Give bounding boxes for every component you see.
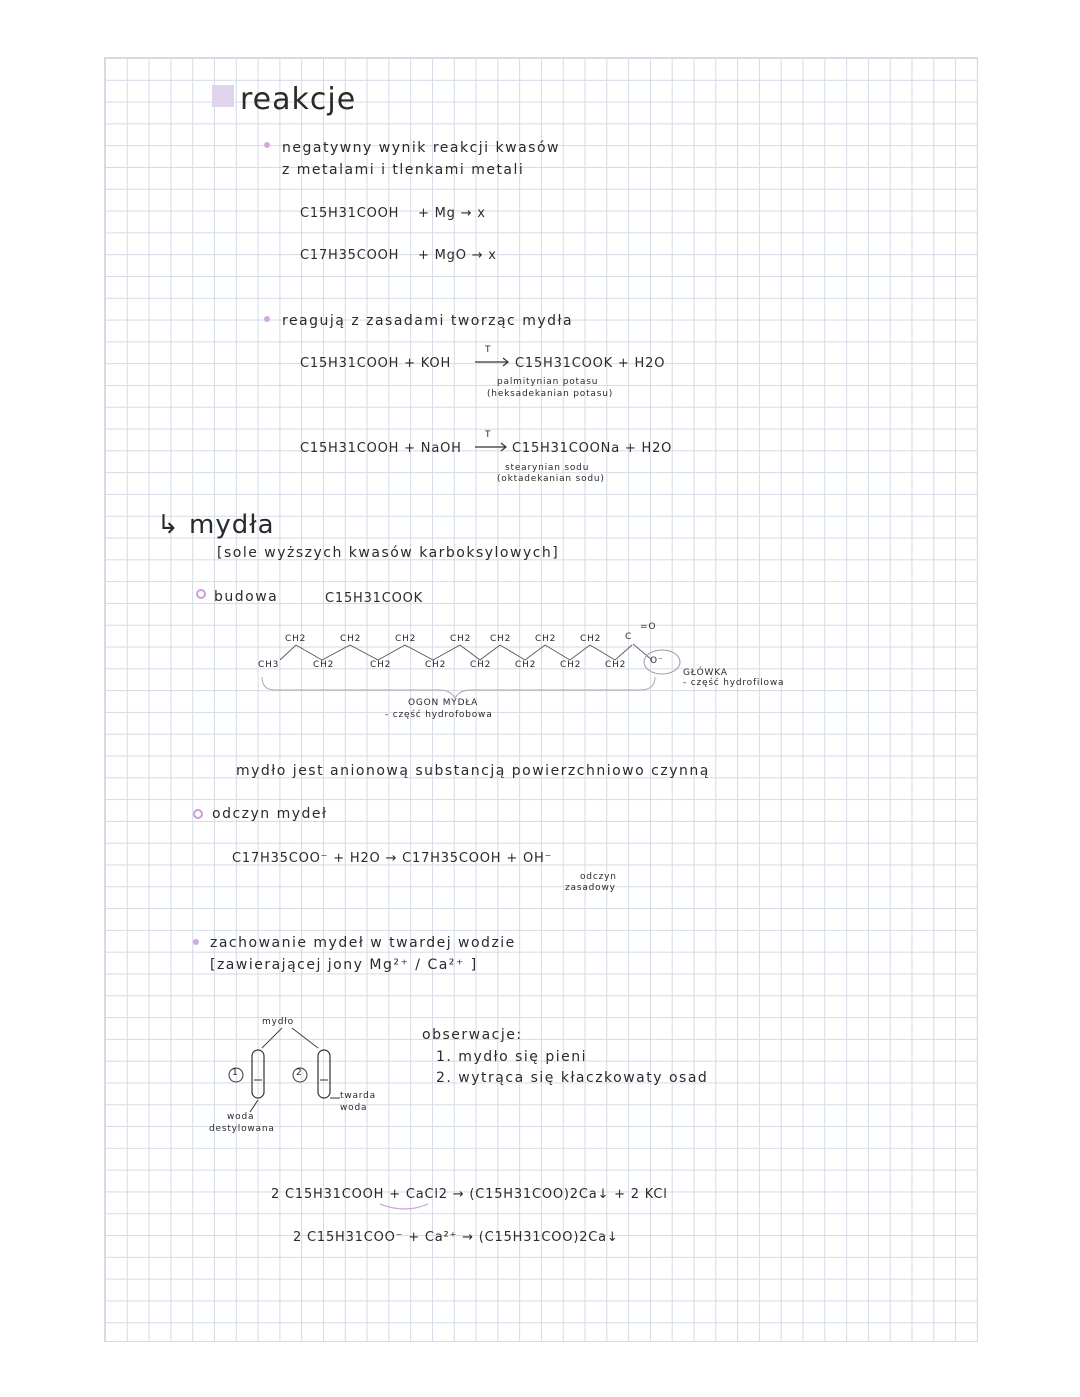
- carboxyl-c: C: [625, 632, 633, 642]
- carboxyl-single-bond: [633, 644, 652, 660]
- test-tube-2: [318, 1050, 330, 1098]
- tube-2-water-label: twarda: [340, 1091, 376, 1101]
- tube-1-water-label: woda: [227, 1112, 255, 1122]
- chain-top-4: CH2: [450, 634, 472, 644]
- chain-bottom-7: CH2: [560, 660, 582, 670]
- build-formula: C15H31COOK: [325, 591, 424, 606]
- hard-water-line2: [zawierającej jony Mg²⁺ / Ca²⁺ ]: [210, 957, 478, 973]
- soap-statement: mydło jest anionową substancją powierzchniowo czynną: [236, 763, 710, 779]
- tube-1-pointer: [250, 1100, 258, 1112]
- tube-1-water-label-2: destylowana: [209, 1124, 275, 1134]
- react-eq2-left: C15H31COOH + NaOH: [300, 441, 462, 456]
- tube-1-number: 1: [232, 1068, 239, 1078]
- tail-label: OGON MYDŁA: [408, 698, 479, 708]
- experiment-soap-label: mydło: [262, 1017, 294, 1027]
- soap-pointer-1: [262, 1028, 282, 1048]
- build-label: budowa: [214, 589, 279, 605]
- chain-top-5: CH2: [490, 634, 512, 644]
- neg-eq1-rest: + Mg → x: [418, 206, 486, 221]
- odczyn-note: odczyn: [580, 872, 617, 882]
- chain-top-1: CH2: [285, 634, 307, 644]
- tail-brace: [262, 677, 655, 698]
- neg-eq1-acid: C15H31COOH: [300, 206, 400, 221]
- test-tube-1: [252, 1050, 264, 1098]
- chain-bottom-2: CH2: [313, 660, 335, 670]
- odczyn-note-2: zasadowy: [565, 883, 616, 893]
- ion-curve-arrow: [380, 1204, 428, 1209]
- neg-eq2-acid: C17H35COOH: [300, 248, 400, 263]
- react-eq2-name: stearynian sodu: [505, 463, 590, 473]
- observations-title: obserwacje:: [422, 1027, 523, 1043]
- react-eq1-arrow-label: T: [485, 345, 492, 355]
- head-circle: [644, 650, 680, 674]
- react-eq2-right: C15H31COONa + H2O: [512, 441, 673, 456]
- chain-bottom-5: CH2: [470, 660, 492, 670]
- carboxyl-double-o: =O: [640, 622, 657, 632]
- neg-line1: negatywny wynik reakcji kwasów: [282, 140, 560, 156]
- react-eq1-right: C15H31COOK + H2O: [515, 356, 666, 371]
- head-label: GŁÓWKA: [683, 668, 728, 678]
- carbon-chain-bonds: [280, 645, 632, 660]
- tube-2-circle: [293, 1068, 307, 1082]
- tube-1-circle: [229, 1068, 243, 1082]
- head-desc: - część hydrofilowa: [683, 678, 785, 688]
- final-equation-1: 2 C15H31COOH + CaCl2 → (C15H31COO)2Ca↓ + 2 KCl: [271, 1187, 668, 1202]
- page-heading: reakcje: [240, 82, 357, 117]
- soap-definition: [sole wyższych kwasów karboksylowych]: [217, 545, 560, 561]
- neg-eq2-rest: + MgO → x: [418, 248, 497, 263]
- react-eq1-left: C15H31COOH + KOH: [300, 356, 452, 371]
- neg-line2: z metalami i tlenkami metali: [282, 162, 525, 178]
- tube-2-number: 2: [296, 1068, 303, 1078]
- observation-2: 2. wytrąca się kłaczkowaty osad: [436, 1070, 709, 1086]
- odczyn-label: odczyn mydeł: [212, 806, 328, 822]
- odczyn-equation: C17H35COO⁻ + H2O → C17H35COOH + OH⁻: [232, 851, 553, 866]
- chain-top-6: CH2: [535, 634, 557, 644]
- tail-desc: - część hydrofobowa: [385, 710, 493, 720]
- chain-bottom-3: CH2: [370, 660, 392, 670]
- chain-bottom-8: CH2: [605, 660, 627, 670]
- chain-top-7: CH2: [580, 634, 602, 644]
- chain-bottom-6: CH2: [515, 660, 537, 670]
- react-eq2-arrow-label: T: [485, 430, 492, 440]
- carboxyl-o-minus: O⁻: [650, 656, 664, 666]
- section-title-mydla: ↳ mydła: [157, 510, 275, 540]
- chain-bottom-4: CH2: [425, 660, 447, 670]
- observation-1: 1. mydło się pieni: [436, 1049, 588, 1065]
- chain-top-3: CH2: [395, 634, 417, 644]
- tube-2-water-label-2: woda: [340, 1103, 368, 1113]
- soap-pointer-2: [292, 1028, 318, 1048]
- final-equation-2: 2 C15H31COO⁻ + Ca²⁺ → (C15H31COO)2Ca↓: [293, 1230, 619, 1245]
- react-line: reagują z zasadami tworząc mydła: [282, 313, 574, 329]
- hard-water-line1: zachowanie mydeł w twardej wodzie: [210, 935, 516, 951]
- react-eq1-name2: (heksadekanian potasu): [487, 389, 614, 399]
- react-eq2-name2: (oktadekanian sodu): [497, 474, 605, 484]
- react-eq1-name: palmitynian potasu: [497, 377, 599, 387]
- chain-top-2: CH2: [340, 634, 362, 644]
- chain-bottom-1: CH3: [258, 660, 280, 670]
